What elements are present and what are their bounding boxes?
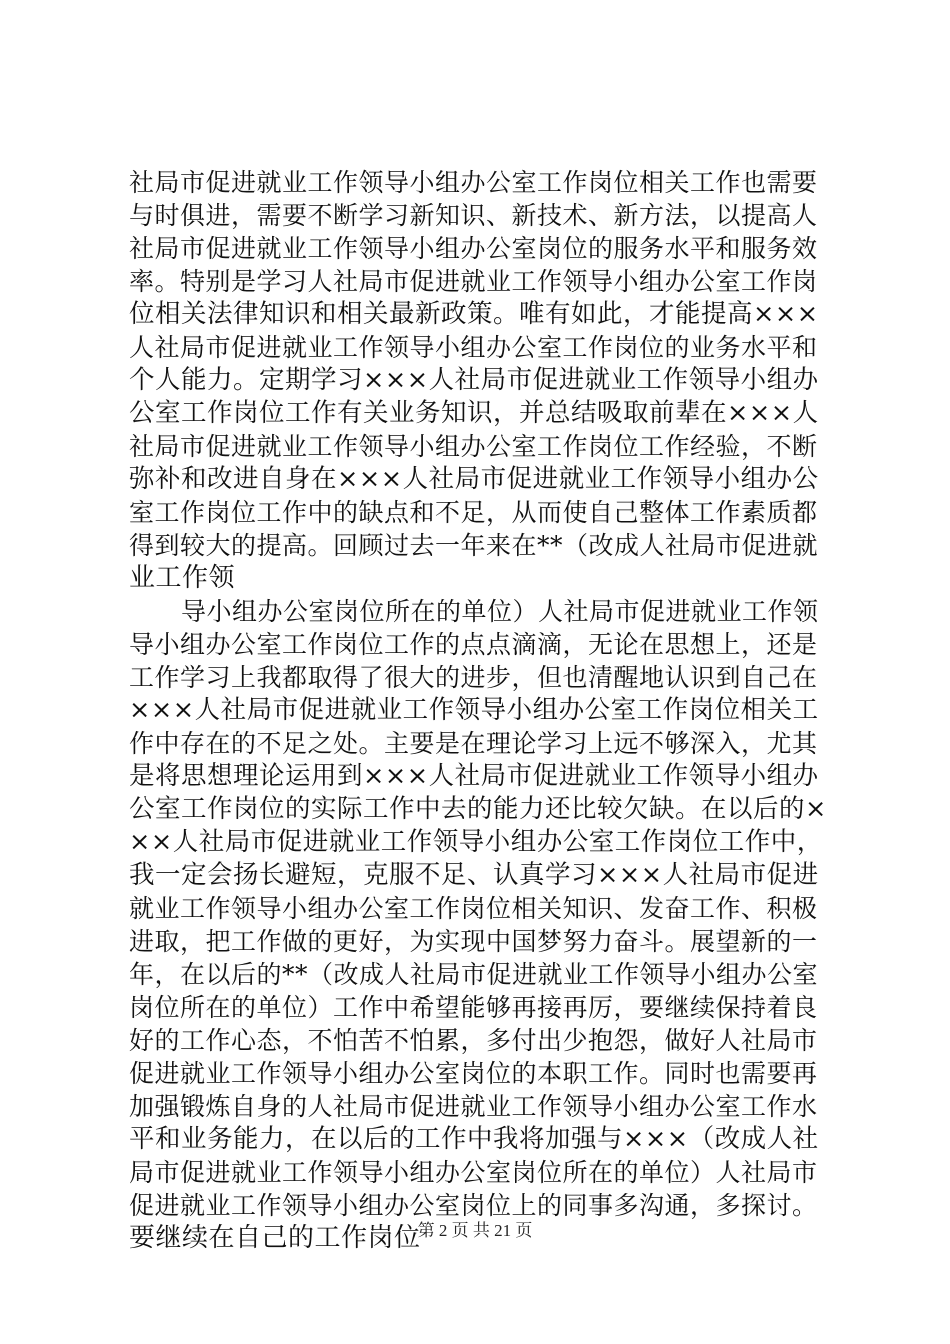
text-line: 作中存在的不足之处。主要是在理论学习上远不够深入，尤其 [129, 729, 818, 758]
text-line: 年，在以后的**（改成人社局市促进就业工作领导小组办公室 [129, 960, 819, 989]
text-line: 社局市促进就业工作领导小组办公室工作岗位工作经验，不断 [129, 432, 818, 461]
text-line: 率。特别是学习人社局市促进就业工作领导小组办公室工作岗 [129, 267, 818, 296]
text-line: 位相关法律知识和相关最新政策。唯有如此，才能提高××× [129, 299, 819, 329]
text-line: 社局市促进就业工作领导小组办公室工作岗位相关工作也需要 [129, 168, 818, 197]
page-number-footer: 第 2 页 共 21 页 [417, 1221, 533, 1240]
text-line: 是将思想理论运用到×××人社局市促进就业工作领导小组办 [129, 761, 819, 791]
text-line: 公室工作岗位的实际工作中去的能力还比较欠缺。在以后的× [129, 794, 827, 824]
text-line: 室工作岗位工作中的缺点和不足，从而使自己整体工作素质都 [129, 498, 818, 527]
text-line: 个人能力。定期学习×××人社局市促进就业工作领导小组办 [129, 365, 819, 395]
text-line: 加强锻炼自身的人社局市促进就业工作领导小组办公室工作水 [129, 1092, 818, 1121]
text-line: ×××人社局市促进就业工作领导小组办公室工作岗位相关工 [129, 695, 819, 725]
text-line: ××人社局市促进就业工作领导小组办公室工作岗位工作中， [129, 827, 823, 857]
text-line: 与时俱进，需要不断学习新知识、新技术、新方法，以提高人 [129, 201, 818, 230]
text-line: 平和业务能力，在以后的工作中我将加强与×××（改成人社 [129, 1124, 819, 1154]
text-line: 工作学习上我都取得了很大的进步，但也清醒地认识到自己在 [129, 663, 818, 692]
text-line-indented: 导小组办公室岗位所在的单位）人社局市促进就业工作领 [181, 597, 819, 626]
text-line: 人社局市促进就业工作领导小组办公室工作岗位的业务水平和 [129, 333, 818, 362]
text-line: 弥补和改进自身在×××人社局市促进就业工作领导小组办公 [129, 464, 819, 494]
text-line: 促进就业工作领导小组办公室岗位的本职工作。同时也需要再 [129, 1059, 818, 1088]
text-line: 公室工作岗位工作有关业务知识，并总结吸取前辈在×××人 [129, 398, 819, 428]
text-line: 好的工作心态，不怕苦不怕累，多付出少抱怨，做好人社局市 [129, 1026, 818, 1055]
text-line: 导小组办公室工作岗位工作的点点滴滴，无论在思想上，还是 [129, 630, 818, 659]
body-text [129, 166, 829, 1255]
text-line: 进取，把工作做的更好，为实现中国梦努力奋斗。展望新的一 [129, 927, 818, 956]
text-line: 业工作领 [129, 563, 236, 593]
text-line: 岗位所在的单位）工作中希望能够再接再厉，要继续保持着良 [129, 993, 818, 1022]
text-line: 得到较大的提高。回顾过去一年来在**（改成人社局市促进就 [129, 531, 819, 560]
text-line: 促进就业工作领导小组办公室岗位上的同事多沟通，多探讨。 [129, 1191, 818, 1220]
text-line: 就业工作领导小组办公室工作岗位相关知识、发奋工作、积极 [129, 894, 818, 923]
text-line: 我一定会扬长避短，克服不足、认真学习×××人社局市促进 [129, 860, 819, 890]
text-line: 社局市促进就业工作领导小组办公室岗位的服务水平和服务效 [129, 234, 818, 263]
text-line: 局市促进就业工作领导小组办公室岗位所在的单位）人社局市 [129, 1158, 818, 1187]
text-line: 要继续在自己的工作岗位 [129, 1223, 421, 1253]
